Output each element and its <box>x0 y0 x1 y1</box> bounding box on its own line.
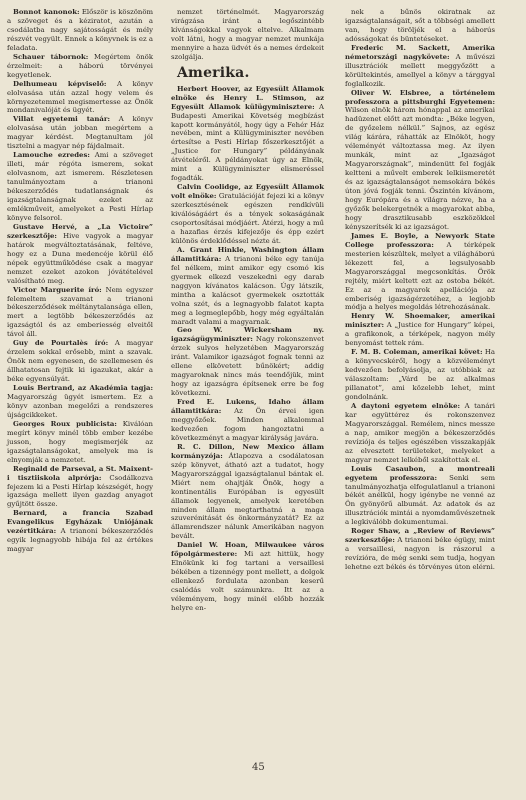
paragraph-lead: Victor Marguerite író: <box>13 285 102 294</box>
paragraph <box>7 384 153 420</box>
paragraph-text: Átlapozva a csodálatosan szép könyvet, átható azt a tudatot, hogy Magyarországgal igazságtalanul bántak el. Miért nem ohajtják Önök, hogy a kontinentális Európában is egyesült államok legyenek, amelyek keretében minden állam megtarthatná a maga szuverénitását és önkormányzatát? Ez az államrendszer nálunk Amerikában nagyon bevált. <box>171 451 324 541</box>
paragraph-lead: James E. Boyle, a Newyork State College professzora: <box>345 231 495 249</box>
paragraph-text: Az Ön érvei igen meggyőzőek. Minden alkalommal kedvezően fogom hangoztatni a következményt a magyar királyság javára. <box>171 407 324 442</box>
paragraph-lead: Herbert Hoover, az Egyesült Államok elnöke és Henry L. Stimson, az Egyesült Államok külügyminisztere: <box>171 84 324 111</box>
paragraph <box>171 183 324 246</box>
paragraph-lead: Geo W. Wickersham ny. igazságügyminiszter: <box>171 326 324 344</box>
paragraph <box>345 348 495 402</box>
paragraph-lead: Schauer tábornok: <box>13 52 89 61</box>
column-left <box>7 8 153 554</box>
column-right <box>345 8 495 572</box>
paragraph-text: A könyv elolvasása után jobban megértem a magyar kérdést. Megtanultam jól tisztelni a magyar nép fájdalmait. <box>7 115 154 151</box>
page-number: 45 <box>252 762 265 773</box>
paragraph-lead: F. M. B. Coleman, amerikai követ: <box>351 348 483 357</box>
paragraph-text: Ami a szöveget illeti, már régóta ismerem, sokat elolvasnom, azt ismerem. Részletesen tanulmányoztam a trianoni békeszerződés tudatlanságnak és igazságtalanságnak ezeket az emlékműveit, amelyeket a Pesti Hírlap könyve felsorol. <box>7 151 154 222</box>
paragraph-lead: Bonnot kanonok: <box>13 8 80 16</box>
paragraph <box>7 465 153 510</box>
paragraph-text: nek a bűnös okiratnak az igazságtalanságait, sőt a többségi amellett van, hogy töröljék el a háborús adósságokat és büntetéseket. <box>345 8 495 43</box>
paragraph-text: Csodálkozva fejezem ki a Pesti Hírlap készségét, hogy igazsága mellett ilyen gazdag anyagot gyűjtött össze. <box>7 473 153 509</box>
column-middle-body <box>171 85 324 613</box>
paragraph-lead: Gustave Hervé, a „La Victoire” szerkesztője: <box>7 222 153 240</box>
paragraph-text: A magyar érzelem sokkal erősebb, mint a szavak. Önök nem egyenesen, de szellemesen és állhatatosan fejtik ki igazukat, akár a béke egyensúlyát. <box>7 339 153 384</box>
paragraph-lead: Fred E. Lukens, Idaho állam államtitkára: <box>171 398 324 416</box>
paragraph <box>345 44 495 89</box>
paragraph-lead: Villat egyetemi tanár: <box>13 115 110 124</box>
paragraph <box>7 420 153 465</box>
paragraph <box>7 115 153 151</box>
paragraph-text: A könyv elolvasása után azzal hogy velem és környezetemmel megismertesse az Önök mondanivalóját és ügyét. <box>7 79 154 115</box>
paragraph <box>7 53 153 80</box>
paragraph-lead: Frederic M. Sackett, Amerika németországi nagykövete: <box>345 43 495 61</box>
paragraph <box>345 527 495 572</box>
paragraph <box>171 398 324 443</box>
paragraph <box>345 232 495 313</box>
paragraph-lead: Bernard, a francia Szabad Evangelikus Egyházak Uniójának vezértitkára: <box>7 509 153 536</box>
paragraph <box>171 541 324 613</box>
paragraph-lead: Delhumeau képviselő: <box>13 79 107 88</box>
paragraph-lead: Daniel W. Hoan, Milwaukee város főpolgármestere: <box>171 541 324 559</box>
paragraph <box>345 8 495 44</box>
paragraph-text: Magyarország ügyét ismertem. Ez a könyv azonban megelőzi a rendszeres újságcikkeket. <box>7 392 153 419</box>
paragraph <box>7 8 153 53</box>
paragraph-lead: Henry W. Shoemaker, amerikai miniszter: <box>345 312 495 330</box>
paragraph-text: Gratulációját fejezi ki a könyv szerkesztésének egészen rendkívüli kiválóságáért és a tények sokaságának csoportosításai módjáért. Átérzi, hogy a mű a hazafias érzés kifejezője és épp ezért különös érdeklődéssel nézte át. <box>171 192 324 245</box>
paragraph-text: Wilson elnök három hónappal az amerikai hadüzenet előtt azt mondta: „Béke legyen, de győzelem nélkül.” Sajnos, az egész világ kárára, ráhatták az Elnököt, hogy véleményét változtassa meg. Az ilyen munkák, mint az „Igazságot Magyarországnak”, mindenütt fel fogják keltteni a művelt emberek lelkiismeretét és az igazságtalanságot nemsokára békés úton jóvá fogják tenni. Őszintén kívánom, hogy Európára és a világra nézve, ha a győzők belekergetnék a magyarokat abba, hogy drasztikusabb eszközökkel kényszerítsék ki az igazságot. <box>345 106 495 231</box>
paragraph-lead: A daytoni egyetem elnöke: <box>351 401 461 410</box>
paragraph <box>7 151 153 223</box>
paragraph-text: Hive vagyok a magyar határok megváltoztatásának, feltéve, hogy ez a Duna medencéje körül élő népek együttműködése csak a magyar nemzet ezeket azokon jóvátételével valósítható meg. <box>7 231 153 285</box>
paragraph <box>7 223 153 286</box>
paragraph <box>345 465 495 528</box>
paragraph-text: A „Justice for Hungary” képei, a grafikonok, a térképek, nagyon mély benyomást tettek rám. <box>345 321 495 348</box>
paragraph-lead: Oliver W. Elsbree, a történelem professzora a pittsburghi Egyetemen: <box>345 88 495 106</box>
paragraph <box>171 246 324 327</box>
paragraph <box>7 509 153 554</box>
paragraph <box>171 443 324 541</box>
paragraph-lead: Reginald de Parseval, a St. Maixent-i tisztiiskola alprórja: <box>7 464 153 482</box>
paragraph <box>7 339 153 384</box>
paragraph-lead: Guy de Pourtalès író: <box>13 339 109 348</box>
paragraph-text: A trianoni béke égügy, mint a versaillesi, nagyon is rászorul a revízióra, de még senki sem tudja, hogyan lehetne ezt békés és törvényes úton elérni. <box>345 536 495 572</box>
paragraph <box>345 312 495 348</box>
paragraph-lead: Lamouche ezredes: <box>13 151 90 160</box>
paragraph-text: Mi azt hittük, hogy Elnökünk ki fog tartani a versaillesi békében a tizennégy pont mellett, a dolgok ellenkező fordulata azonban keserű csalódás volt számunkra. Itt az a véleményem, hogy minél előbb hozzák helyre en- <box>171 550 324 612</box>
paragraph-text: Senki sem tanulmányozhatja elfogulatlanul a trianoni békét anélkül, hogy igénybe ne venné az Ön gyönyörű albumát. Az adatok és az illusztrációk mintái a nyomdaművészetnek a legkiválóbb dokumentumai. <box>345 473 495 527</box>
paragraph-text: Kiválóan megírt könyv minél több ember kezébe jusson, hogy megismerjék az igazságtalanságokat, amelyek ma is elnyomják a nemzetet. <box>7 419 153 464</box>
paragraph-text: Nem egyszer felemeltem szavamat a trianoni békeszerződések méltánytalansága ellen, mert a legtöbb békeszerződés az igazságtól és az emberiesség elveitől távol áll. <box>7 285 153 339</box>
paragraph-text: A művészi illusztrációk mellett meggyőzött a körültekintés, amellyel a könyv a tárggyal foglalkozik. <box>345 52 495 88</box>
paragraph <box>345 402 495 465</box>
paragraph <box>171 85 324 183</box>
paragraph-lead: Roger Shaw, a „Review of Reviews” szerkesztője: <box>345 527 495 545</box>
paragraph <box>345 89 495 232</box>
paragraph-text: A térképek mesterien készültek, melyet a világháború lékezett fel, a legsulyosabb Magyarországgal megcsonkítás. Örök rejtély, miért keltett ezt az ostoba békét. Ez az a magyarok apellációja az emberiség igazságérzetéhez, a legjobb módja a helyes megoldás létrehozásának. <box>345 240 495 312</box>
paragraph-lead: A. Grant Hinkle, Washington állam államtitkára: <box>171 245 324 263</box>
paragraph-text: nemzet történelmét. Magyarország virágzása iránt a legőszintébb kívánságokkal vagyok eltelve. Alkalmam volt látni, hogy a magyar nemzet munkája mennyire a haza üdvét és a nemes érdekeit szolgálja. <box>171 8 324 61</box>
column-middle-top <box>171 8 324 62</box>
paragraph-text: Ha a könyvecskéről, hogy a közvéleményt kedvezően befolyásolja, az utóbbiak az válaszoltam: „Várd be az alkalmas pillanatot”, ami közelebb lehet, mint gondolnánk. <box>345 348 495 401</box>
paragraph-text: A Budapesti Amerikai Követség megbízást kapott kormányától, hogy úgy a Fehér Ház nevében, mint a Külügyminiszter nevében értesítse a Pesti Hírlap főszerkesztőjét a „Justice for Hungary” példányának átvételéről. A példányokat úgy az Elnök, mint a Külügyminiszter elismeréssel fogadták. <box>171 102 324 183</box>
paragraph <box>171 326 324 398</box>
paragraph-lead: Georges Roux publicista: <box>13 419 117 428</box>
paragraph-text: Nagy rokonszenvet érzek sulyos helyzetében Magyarország iránt. Valamikor igazságot fognak tenni az ellene elkövetett bűnökért; addig magyaroknak nincs más teendőjük, mint hogy az igazságra építsenek erre be fog következni. <box>171 335 324 398</box>
paragraph-text: Megértem önök érzelmeit: a háború törvényei kegyetlenek. <box>7 52 153 79</box>
section-title-amerika: Amerika. <box>177 64 250 81</box>
column-middle <box>171 8 324 613</box>
paragraph-text: A tanári kar együttérez és rokonszenvez Magyarországgal. Remélem, nincs messze a nap, amikor megjön a békeszerződés revíziója és teljes egészében visszakapják az elvesztett területeket, melyeket a magyar nemzet lelkéből szakítottak el. <box>345 401 495 464</box>
paragraph <box>7 80 153 116</box>
paragraph-text: A trianoni béke egy tanúja fel nélkem, mint amikor egy csomó kis gyermek elkezd veszekedni egy darab naggyon kívánatos kalácson. Úgy látszik, mintha a kalácsot gyermekek osztották volna szét, és a legnagyobb falatot kapta meg a legmeglepőbb, hogy még egyáltalán maradt valami a magyarnak. <box>171 254 324 326</box>
paragraph <box>171 8 324 62</box>
paragraph-lead: Calvin Coolidge, az Egyesült Államok volt elnöke: <box>171 183 324 201</box>
paragraph <box>7 286 153 340</box>
paragraph-lead: Louis Casaubon, a montreali egyetem professzora: <box>345 464 495 482</box>
paragraph-text: Először is köszönöm a szöveget és a kéziratot, azután a csodálatba nagy sajátosságát és mély részvét vegyült. Ennek a könyvnek is ez a feladata. <box>7 8 154 52</box>
paragraph-lead: R. C. Dillon, New Mexico állam kormányzója: <box>171 442 324 460</box>
paragraph-lead: Louis Bertrand, az Akadémia tagja: <box>13 384 153 393</box>
paragraph-text: A trianoni békeszerződés egyik legnagyobb hibája fel az értékes magyar <box>7 527 153 554</box>
